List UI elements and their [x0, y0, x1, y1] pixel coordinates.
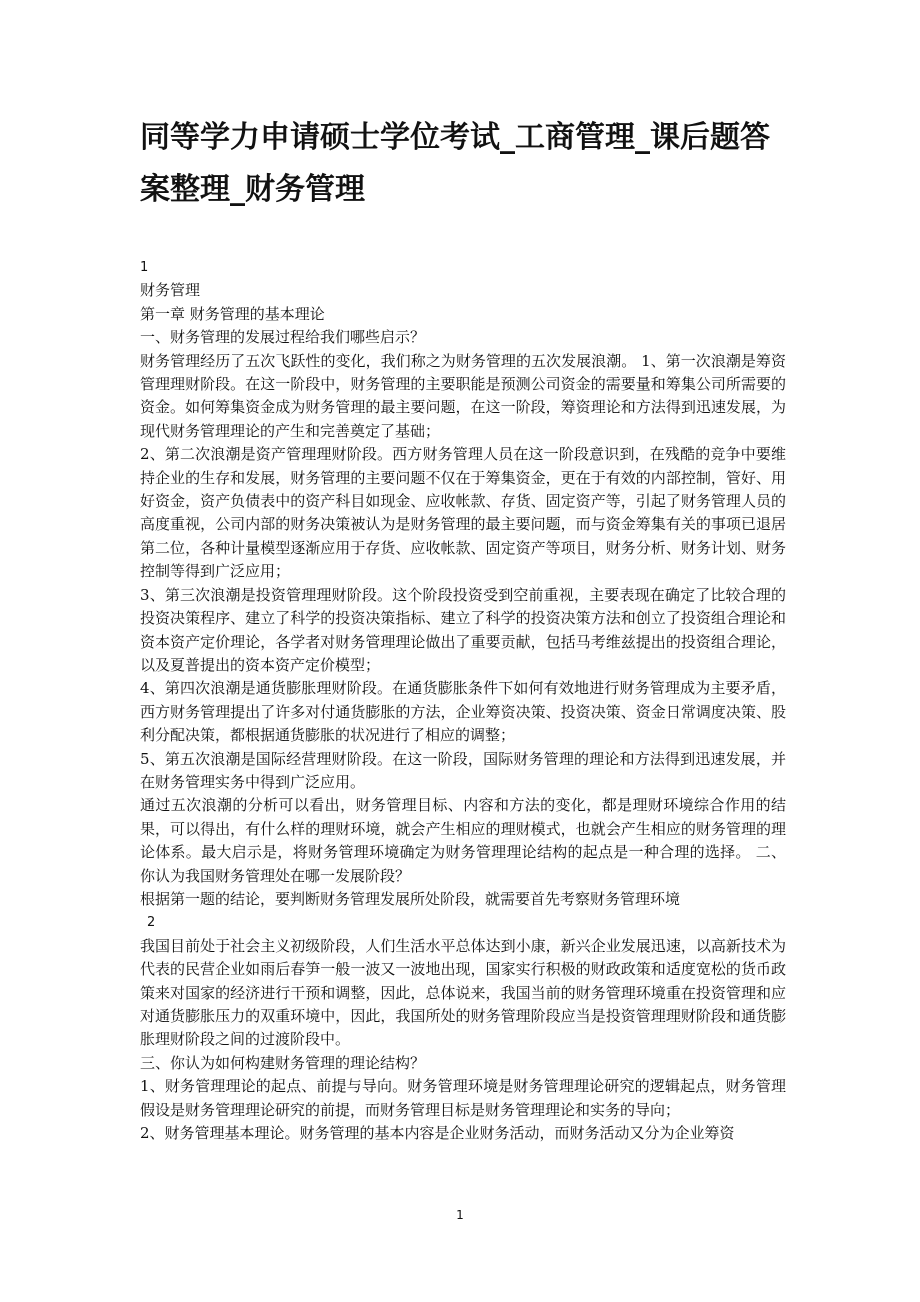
- paragraph: 财务管理经历了五次飞跃性的变化，我们称之为财务管理的五次发展浪潮。 1、第一次浪潮是筹资管理理财阶段。在这一阶段中，财务管理的主要职能是预测公司资金的需要量和筹集公司所需要的资金。如何筹集资金成为财务管理的最主要问题，在这一阶段，筹资理论和方法得到迅速发展，为现代财务管理理论的产生和完善奠定了基础；: [140, 351, 786, 440]
- paragraph: 通过五次浪潮的分析可以看出，财务管理目标、内容和方法的变化，都是理财环境综合作用的结果，可以得出，有什么样的理财环境，就会产生相应的理财模式，也就会产生相应的财务管理的理论体系。最大启示是，将财务管理环境确定为财务管理理论结构的起点是一种合理的选择。 二、你认为我国财务管理处在哪一发展阶段？: [140, 796, 786, 885]
- paragraph: 2、第二次浪潮是资产管理理财阶段。西方财务管理人员在这一阶段意识到，在残酷的竞争中要维持企业的生存和发展，财务管理的主要问题不仅在于筹集资金，更在于有效的内部控制，管好、用好资金，资产负债表中的资产科目如现金、应收帐款、存货、固定资产等，引起了财务管理人员的高度重视，公司内部的财务决策被认为是财务管理的最主要问题，而与资金筹集有关的事项已退居第二位，各种计量模型逐渐应用于存货、应收帐款、固定资产等项目，财务分析、财务计划、财务控制等得到广泛应用；: [140, 445, 786, 581]
- paragraph: 1、财务管理理论的起点、前提与导向。财务管理环境是财务管理理论研究的逻辑起点，财务管理假设是财务管理理论研究的前提，而财务管理目标是财务管理理论和实务的导向；: [140, 1077, 786, 1119]
- paragraph: 2、财务管理基本理论。财务管理的基本内容是企业财务活动，而财务活动又分为企业筹资: [140, 1124, 735, 1143]
- question-heading: 三、你认为如何构建财务管理的理论结构？: [140, 1053, 426, 1072]
- document-title: 同等学力申请硕士学位考试_工商管理_课后题答案整理_财务管理: [140, 120, 770, 207]
- paragraph: 5、第五次浪潮是国际经营理财阶段。在这一阶段，国际财务管理的理论和方法得到迅速发展，并在财务管理实务中得到广泛应用。: [140, 749, 786, 791]
- chapter-heading: 第一章 财务管理的基本理论: [140, 304, 325, 323]
- paragraph: 4、第四次浪潮是通货膨胀理财阶段。在通货膨胀条件下如何有效地进行财务管理成为主要矛盾，西方财务管理提出了许多对付通货膨胀的方法，企业筹资决策、投资决策、资金日常调度决策、股利分配决策，都根据通货膨胀的状况进行了相应的调整；: [140, 679, 786, 745]
- document-body: [140, 256, 786, 1145]
- paragraph: 我国目前处于社会主义初级阶段，人们生活水平总体达到小康，新兴企业发展迅速，以高新技术为代表的民营企业如雨后春笋一般一波又一波地出现，国家实行积极的财政政策和适度宽松的货币政策来对国家的经济进行干预和调整，因此，总体说来，我国当前的财务管理环境重在投资管理和应对通货膨胀压力的双重环境中，因此，我国所处的财务管理阶段应当是投资管理理财阶段和通货膨胀理财阶段之间的过渡阶段中。: [140, 936, 786, 1049]
- inline-page-number: 2: [147, 915, 156, 931]
- inline-page-number: 1: [140, 260, 149, 275]
- paragraph: 3、第三次浪潮是投资管理理财阶段。这个阶段投资受到空前重视，主要表现在确定了比较合理的投资决策程序、建立了科学的投资决策指标、建立了科学的投资决策方法和创立了投资组合理论和资本资产定价理论，各学者对财务管理理论做出了重要贡献，包括马考维兹提出的投资组合理论，以及夏普提出的资本资产定价模型；: [140, 585, 786, 674]
- paragraph: 根据第一题的结论，要判断财务管理发展所处阶段，就需要首先考察财务管理环境: [140, 889, 681, 908]
- question-heading: 一、财务管理的发展过程给我们哪些启示？: [140, 328, 426, 347]
- page-footer-number: 1: [456, 1208, 464, 1222]
- section-heading: 财务管理: [140, 281, 201, 300]
